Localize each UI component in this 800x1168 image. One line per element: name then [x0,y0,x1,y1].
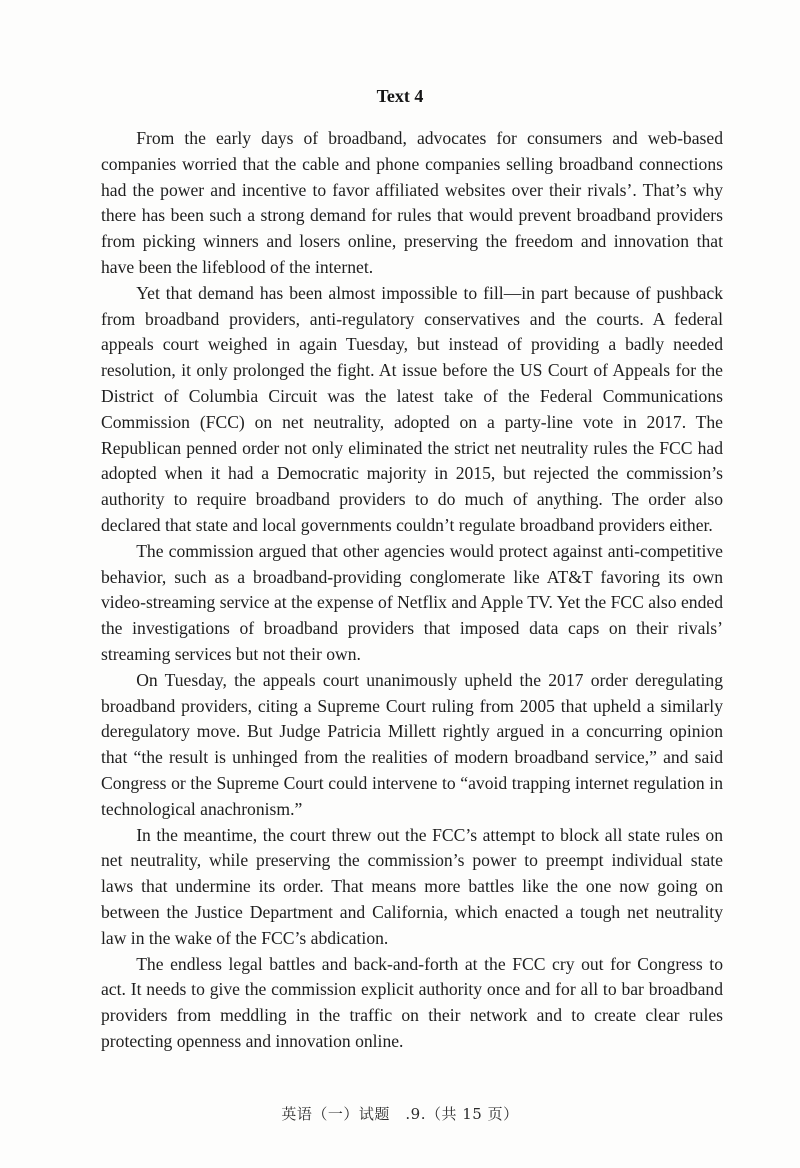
passage-title: Text 4 [376,86,424,106]
paragraph-2: Yet that demand has been almost impossible to fill—in part because of pushback from broadband providers, anti-regulatory conservatives and the courts. A federal appeals court weighed in again Tuesday, but instead of providing a badly needed resolution, it only prolonged the fight. At issue before the US Court of Appeals for the District of Columbia Circuit was the latest take of the Federal Communications Commission (FCC) on net neutrality, adopted on a party-line vote in 2017. The Republican penned order not only eliminated the strict net neutrality rules the FCC had adopted when it had a Democratic majority in 2015, but rejected the commission’s authority to require broadband providers to do much of anything. The order also declared that state and local governments couldn’t regulate broadband providers either. [101,282,723,535]
paragraph-5: In the meantime, the court threw out the FCC’s attempt to block all state rules on net neutrality, while preserving the commission’s power to preempt individual state laws that undermine its order. That means more battles like the one now going on between the Justice Department and California, which enacted a tough net neutrality law in the wake of the FCC’s abdication. [101,824,723,948]
passage-body [101,126,723,1055]
paragraph-4: On Tuesday, the appeals court unanimously upheld the 2017 order deregulating broadband providers, citing a Supreme Court ruling from 2005 that upheld a similarly deregulatory move. But Judge Patricia Millett rightly argued in a concurring opinion that “the result is unhinged from the realities of modern broadband service,” and said Congress or the Supreme Court could intervene to “avoid trapping internet regulation in technological anachronism.” [101,669,723,819]
page-footer: 英语（一）试题 .9.（共 15 页） [281,1105,519,1123]
paragraph-1: From the early days of broadband, advocates for consumers and web-based companies worried that the cable and phone companies selling broadband connections had the power and incentive to favor affiliated websites over their rivals’. That’s why there has been such a strong demand for rules that would prevent broadband providers from picking winners and losers online, preserving the freedom and innovation that have been the lifeblood of the internet. [101,128,723,277]
paragraph-6: The endless legal battles and back-and-forth at the FCC cry out for Congress to act. It needs to give the commission explicit authority once and for all to bar broadband providers from meddling in the traffic on their network and to create clear rules protecting openness and innovation online. [101,953,723,1051]
paragraph-3: The commission argued that other agencies would protect against anti-competitive behavior, such as a broadband-providing conglomerate like AT&T favoring its own video-streaming service at the expense of Netflix and Apple TV. Yet the FCC also ended the investigations of broadband providers that imposed data caps on their rivals’ streaming services but not their own. [101,540,723,664]
